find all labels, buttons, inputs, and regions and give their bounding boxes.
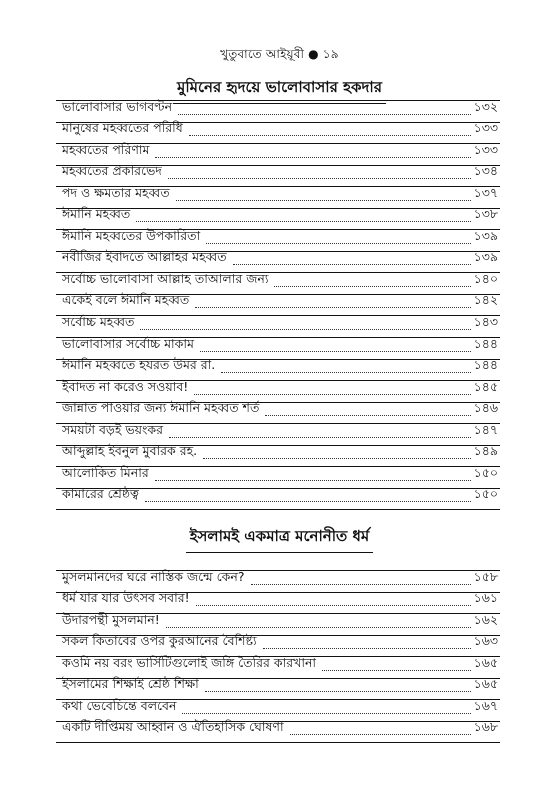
- toc-entry-page: ১৩২: [473, 98, 498, 114]
- toc-entry: [56, 719, 500, 744]
- dot-leader: [290, 734, 471, 735]
- toc-entry-page: ১৬৮: [473, 719, 498, 735]
- toc-entry-page: ১৪৪: [473, 357, 498, 373]
- dot-leader: [265, 415, 470, 416]
- toc-entry-title: ইসলামের শিক্ষাই শ্রেষ্ঠ শিক্ষা: [62, 676, 199, 692]
- toc-entry-title: জান্নাত পাওয়ার জন্য ঈমানি মহব্বত শর্ত: [62, 400, 260, 416]
- toc-entry-page: ১৬৩: [473, 633, 498, 649]
- dot-leader: [145, 501, 471, 502]
- toc-entry-page: ১৪৯: [473, 443, 498, 459]
- dot-leader: [140, 329, 470, 330]
- toc-table: [56, 100, 500, 510]
- toc-entry-title: ভালোবাসার সর্বোচ্চ মাকাম: [62, 335, 194, 351]
- toc-entry-title: কথা ভেবেচিন্তে বলবেন: [62, 697, 177, 713]
- toc-entry-title: সর্বোচ্চ ভালোবাসা আল্লাহ তাআলার জন্য: [62, 270, 269, 286]
- toc-entry-page: ১৪০: [473, 270, 498, 286]
- section-title-text: মুমিনের হৃদয়ে ভালোবাসার হকদার: [173, 76, 386, 104]
- toc-entry-title: আলোকিত মিনার: [62, 464, 149, 480]
- toc-entry-page: ১৩৩: [473, 120, 498, 136]
- dot-leader: [189, 135, 471, 136]
- toc-entry-page: ১৬৭: [473, 697, 498, 713]
- toc-entry-title: সর্বোচ্চ মহব্বত: [62, 314, 135, 330]
- toc-entry-title: মানুষের মহব্বতের পরিধি: [62, 120, 183, 136]
- toc-entry-page: ১৬৫: [473, 654, 498, 670]
- dot-leader: [251, 584, 471, 585]
- dot-leader: [176, 200, 471, 201]
- toc-entry-title: মহব্বতের প্রকারভেদ: [62, 163, 162, 179]
- dot-leader: [155, 480, 471, 481]
- toc-entry-page: ১৬১: [473, 590, 498, 606]
- toc-entry-title: ঈমানি মহব্বত: [62, 206, 131, 222]
- toc-entry-title: মুসলমানদের ঘরে নাস্তিক জন্মে কেন?: [62, 568, 245, 584]
- dot-leader: [169, 437, 471, 438]
- toc-entry-page: ১৩৪: [473, 163, 498, 179]
- dot-leader: [221, 372, 470, 373]
- dot-leader: [136, 221, 470, 222]
- dot-leader: [155, 157, 470, 158]
- dot-leader: [200, 351, 471, 352]
- section-title: [0, 525, 559, 553]
- toc-entry-page: ১৪৩: [473, 314, 498, 330]
- section-title-text: ইসলামই একমাত্র মনোনীত ধর্ম: [186, 525, 374, 553]
- dot-leader: [196, 605, 471, 606]
- dot-leader: [168, 178, 471, 179]
- toc-entry-title: মহব্বতের পরিণাম: [62, 141, 150, 157]
- toc-table: [56, 570, 500, 743]
- toc-entry-title: কওমি নয় বরং ভার্সিটিগুলোই জঙ্গি তৈরির কারখানা: [62, 654, 317, 670]
- toc-entry-page: ১৪৫: [473, 378, 498, 394]
- toc-entry-title: পদ ও ক্ষমতার মহব্বত: [62, 184, 170, 200]
- dot-leader: [205, 691, 471, 692]
- toc-entry-title: ঈমানি মহব্বতের উপকারিতা: [62, 227, 201, 243]
- toc-entry-page: ১৪৬: [473, 400, 498, 416]
- toc-entry-title: একেই বলে ঈমানি মহব্বত: [62, 292, 190, 308]
- toc-entry-title: সকল কিতাবের ওপর কুরআনের বৈশিষ্ট্য: [62, 633, 257, 649]
- toc-entry-title: উদারপন্থী মুসলমান!: [62, 611, 160, 627]
- dot-leader: [203, 458, 471, 459]
- toc-entry-title: সময়টা বড়ই ভয়ংকর: [62, 421, 164, 437]
- dot-leader: [178, 114, 470, 115]
- toc-entry-title: কামারের শ্রেষ্ঠত্ব: [62, 486, 139, 502]
- toc-entry-title: ভালোবাসার ভাগবণ্টন: [62, 98, 173, 114]
- toc-entry-page: ১৬২: [473, 611, 498, 627]
- dot-leader: [322, 670, 471, 671]
- toc-entry-page: ১৩৯: [473, 227, 498, 243]
- toc-entry-page: ১৪২: [473, 292, 498, 308]
- toc-entry-page: ১৫০: [473, 464, 498, 480]
- dot-leader: [274, 286, 470, 287]
- toc-entry-page: ১৩৯: [473, 249, 498, 265]
- dot-leader: [194, 394, 470, 395]
- toc-entry: [56, 486, 500, 511]
- dot-leader: [206, 243, 470, 244]
- toc-entry-page: ১৬৫: [473, 676, 498, 692]
- toc-entry-title: ঈমানি মহব্বতে হযরত উমর রা.: [62, 357, 216, 373]
- running-head: খুতুবাতে আইয়ূবী ● ১৯: [220, 47, 339, 61]
- toc-entry-page: ১৩৩: [473, 141, 498, 157]
- toc-entry-title: নবীজির ইবাদতে আল্লাহর মহব্বত: [62, 249, 227, 265]
- toc-entry-title: ধর্ম যার যার উৎসব সবার!: [62, 590, 190, 606]
- toc-entry-title: আব্দুল্লাহ ইবনুল মুবারক রহ.: [62, 443, 198, 459]
- toc-entry-title: ইবাদত না করেও সওয়াব!: [62, 378, 189, 394]
- dot-leader: [166, 627, 471, 628]
- toc-entry-page: ১৩৭: [473, 184, 498, 200]
- toc-entry-page: ১৪৭: [473, 421, 498, 437]
- toc-entry-page: ১৩৮: [473, 206, 498, 222]
- dot-leader: [195, 307, 470, 308]
- dot-leader: [263, 648, 471, 649]
- dot-leader: [182, 713, 470, 714]
- toc-entry-title: একটি দীপ্তিময় আহ্বান ও ঐতিহাসিক ঘোষণা: [62, 719, 284, 735]
- dot-leader: [233, 264, 471, 265]
- toc-entry-page: ১৫০: [473, 486, 498, 502]
- toc-entry-page: ১৫৮: [473, 568, 498, 584]
- toc-entry-page: ১৪৪: [473, 335, 498, 351]
